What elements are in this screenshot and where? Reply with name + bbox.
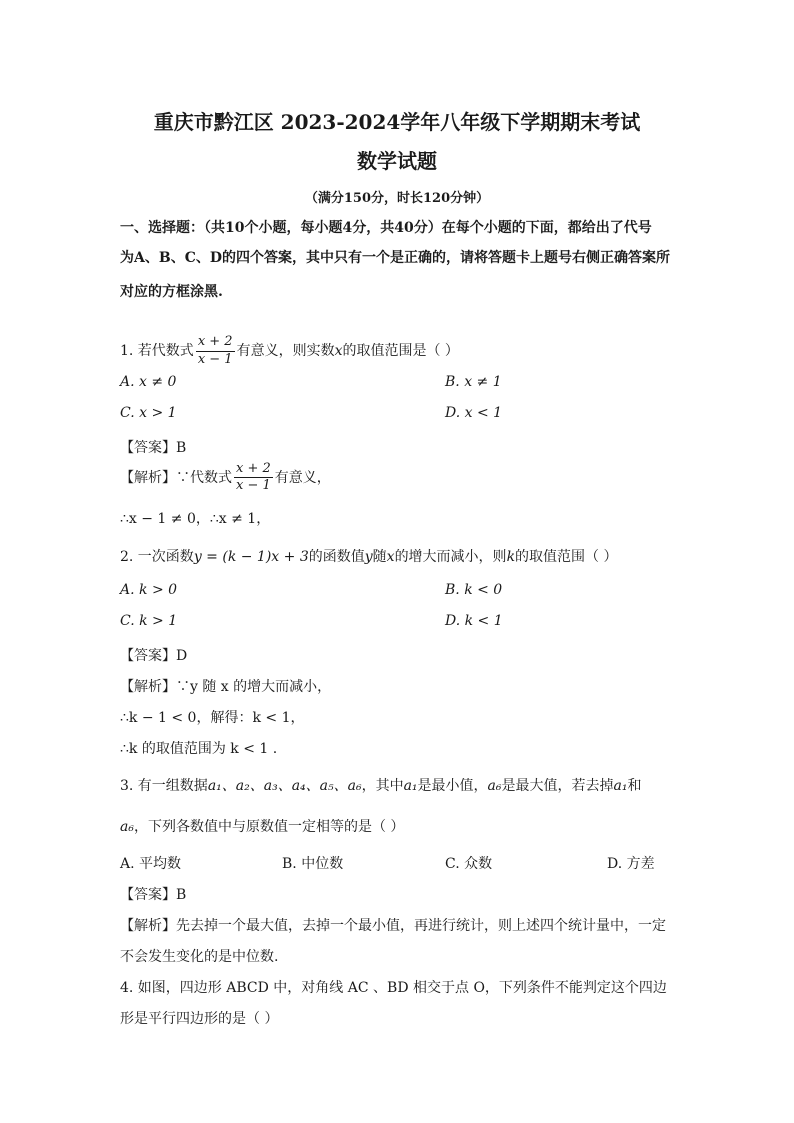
q1-answer: 【答案】B: [120, 440, 187, 456]
q1-option-a: A. x ≠ 0: [120, 374, 177, 390]
q3-option-a: A. 平均数: [120, 856, 182, 872]
q3-stem-line1: 3. 有一组数据a₁、a₂、a₃、a₄、a₅、a₆，其中a₁是最小值，a₆是最大值，若去掉a₁和: [120, 778, 642, 794]
exam-subtitle: 数学试题: [357, 149, 437, 173]
q2-option-c: C. k > 1: [120, 613, 178, 629]
q1-option-b: B. x ≠ 1: [445, 374, 502, 390]
section-instructions-line1: 一、选择题：（共10个小题，每小题4分，共40分）在每个小题的下面，都给出了代号: [120, 220, 652, 236]
q2-answer: 【答案】D: [120, 648, 188, 664]
q1-option-d: D. x < 1: [445, 405, 503, 421]
q1-fraction: $\frac{x + 2}{x - 1}$: [197, 334, 233, 367]
q3-option-c: C. 众数: [445, 856, 493, 872]
q1-explanation-line2: ∴x − 1 ≠ 0，∴x ≠ 1，: [120, 511, 271, 527]
q1-option-c: C. x > 1: [120, 405, 177, 421]
q3-explanation-line1: 【解析】先去掉一个最大值，去掉一个最小值，再进行统计，则上述四个统计量中，一定: [120, 918, 666, 934]
q3-option-d: D. 方差: [607, 856, 655, 872]
q2-option-d: D. k < 1: [445, 613, 503, 629]
q2-option-a: A. k > 0: [120, 582, 178, 598]
q2-stem: 2. 一次函数y = (k − 1)x + 3的函数值y随x的增大而减小，则k的取值范围（ ）: [120, 549, 618, 565]
exam-title: 重庆市黔江区 2023-2024学年八年级下学期期末考试: [153, 110, 641, 134]
q3-option-b: B. 中位数: [282, 856, 344, 872]
q4-stem-line2: 形是平行四边形的是（ ）: [120, 1011, 279, 1027]
q2-explanation-line2: ∴k − 1 < 0，解得：k < 1，: [120, 710, 305, 726]
section-instructions-line3: 对应的方框涂黑.: [120, 284, 223, 300]
exam-note: （满分150分，时长120分钟）: [304, 191, 490, 206]
q3-stem-line2: a₆，下列各数值中与原数值一定相等的是（ ）: [120, 819, 405, 835]
section-instructions-line2: 为A、B、C、D的四个答案，其中只有一个是正确的，请将答题卡上题号右侧正确答案所: [120, 250, 670, 266]
q1-explanation-line1: 【解析】∵代数式 $\frac{x + 2}{x - 1}$ 有意义，: [120, 461, 331, 494]
q2-explanation-line1: 【解析】∵y 随 x 的增大而减小，: [120, 679, 332, 695]
q2-explanation-line3: ∴k 的取值范围为 k < 1 .: [120, 741, 278, 757]
q3-explanation-line2: 不会发生变化的是中位数.: [120, 949, 279, 965]
q1-explanation-fraction: $\frac{x + 2}{x - 1}$: [236, 461, 271, 494]
q4-stem-line1: 4. 如图，四边形 ABCD 中，对角线 AC 、BD 相交于点 O，下列条件不能判定这个四边: [120, 980, 667, 996]
q3-answer: 【答案】B: [120, 887, 187, 903]
q2-option-b: B. k < 0: [445, 582, 503, 598]
q1-stem: 1. 若代数式 $\frac{x + 2}{x - 1}$ 有意义，则实数x的取值范围是（ ）: [120, 334, 459, 367]
